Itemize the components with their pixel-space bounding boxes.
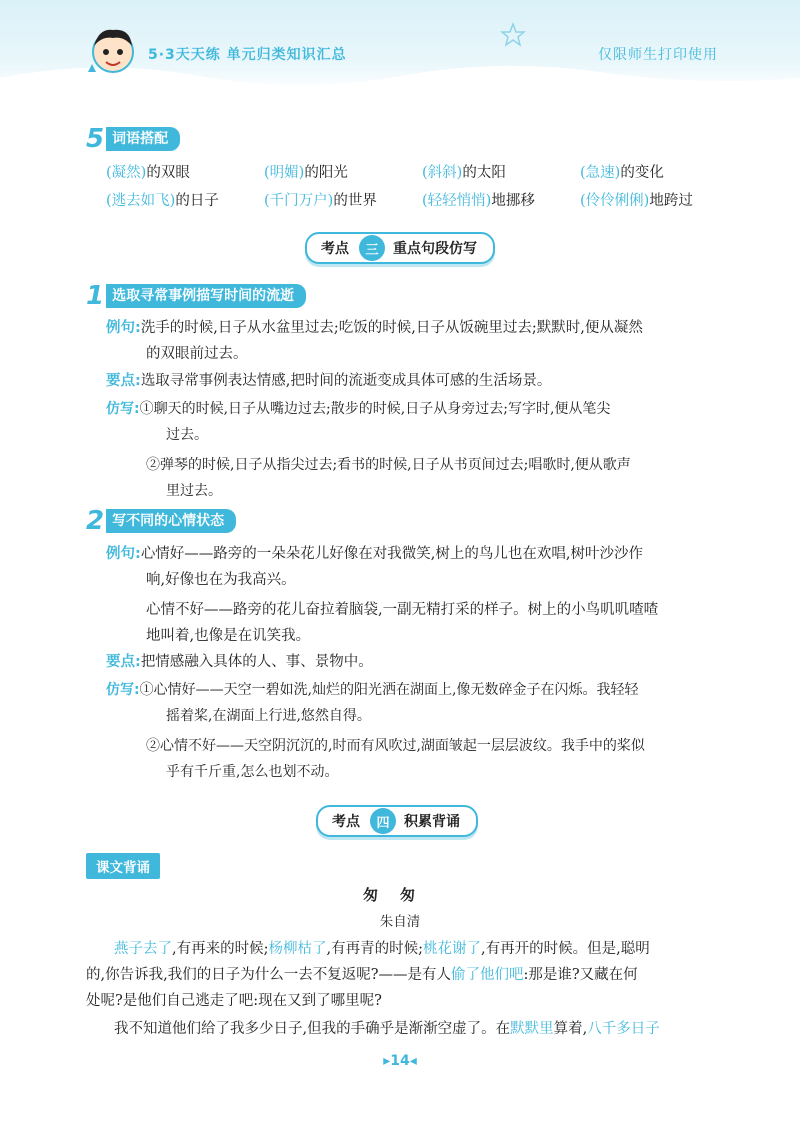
section-label: 写不同的心情状态 (106, 509, 236, 533)
vocab-item: (凝然)的双眼 (106, 165, 190, 181)
kaodian-3-badge (305, 232, 495, 264)
highlight-phrase: 杨柳枯了 (268, 941, 327, 957)
kaodian-label: 考点 (321, 241, 349, 257)
essay-paragraph-2 (86, 1016, 726, 1042)
essay-line (86, 962, 726, 988)
highlight-phrase: 默默里 (510, 1021, 554, 1037)
highlight-phrase: 燕子去了 (114, 941, 172, 957)
text-segment: 处呢?是他们自己逃走了吧:现在又到了哪里呢? (86, 993, 382, 1009)
essay-line (86, 1016, 726, 1042)
section-label: 词语搭配 (106, 127, 180, 151)
s1-example: 例句:洗手的时候,日子从水盆里过去;吃饭的时候,日子从饭碗里过去;默默时,便从凝然 的双眼前过去。 (106, 320, 643, 362)
vocab-item: (逃去如飞)的日子 (106, 193, 219, 209)
s2-imitation: 仿写:①心情好——天空一碧如洗,灿烂的阳光洒在湖面上,像无数碎金子在闪烁。我轻轻 摇着桨,在湖面上行进,悠然自得。 ②心情不好——天空阴沉沉的,时而有风吹过,湖面皱起一层层波纹。我手中的桨似 乎有千斤重,怎么也划不动。 (106, 682, 645, 780)
kaodian-label: 考点 (332, 814, 360, 830)
vocab-row-2 (106, 189, 738, 210)
essay-author: 朱自清 (379, 914, 421, 930)
page-number: ▸14◂ (383, 1053, 417, 1069)
kaodian-title: 重点句段仿写 (393, 241, 477, 257)
vocab-section-heading (86, 126, 180, 152)
mascot-icon (84, 22, 142, 80)
s2-key-point: 要点:把情感融入具体的人、事、景物中。 (106, 654, 373, 670)
vocab-item: (急速)的变化 (580, 165, 664, 181)
text-segment: ,有再开的时候。但是,聪明 (481, 941, 650, 957)
section-number: 2 (86, 506, 105, 536)
s1-key-point: 要点:选取寻常事例表达情感,把时间的流逝变成具体可感的生活场景。 (106, 373, 552, 389)
section-number: 5 (86, 124, 105, 154)
highlight-phrase: 桃花谢了 (423, 941, 481, 957)
vocab-item: (轻轻悄悄)地挪移 (422, 193, 535, 209)
kaodian-title: 积累背诵 (404, 814, 460, 830)
s1-heading (86, 283, 306, 309)
header-usage-note: 仅限师生打印使用 (598, 47, 718, 63)
highlight-phrase: 偷了他们吧 (451, 967, 524, 983)
text-segment: ,有再来的时候; (172, 941, 269, 957)
text-segment: 算着, (553, 1021, 588, 1037)
vocab-row-1 (106, 161, 738, 182)
text-segment: :那是谁?又藏在何 (523, 967, 638, 983)
text-segment: ,有再青的时候; (326, 941, 423, 957)
vocab-item: (斜斜)的太阳 (422, 165, 506, 181)
text-segment: 我不知道他们给了我多少日子,但我的手确乎是渐渐空虚了。在 (114, 1021, 511, 1037)
star-icon (500, 22, 526, 48)
essay-line (86, 936, 726, 962)
recite-tag: 课文背诵 (86, 853, 160, 879)
essay-paragraph-1 (86, 936, 726, 1014)
header-title: 5·3天天练 单元归类知识汇总 (148, 47, 347, 63)
section-number: 1 (86, 281, 105, 311)
kaodian-4-badge (316, 805, 478, 837)
text-segment: 的,你告诉我,我们的日子为什么一去不复返呢?——是有人 (86, 967, 451, 983)
s2-heading (86, 508, 236, 534)
vocab-item: (千门万户)的世界 (264, 193, 377, 209)
kaodian-number: 三 (359, 235, 385, 261)
essay-title: 匆匆 (362, 886, 437, 904)
s2-example: 例句:心情好——路旁的一朵朵花儿好像在对我微笑,树上的鸟儿也在欢唱,树叶沙沙作 响,好像也在为我高兴。 心情不好——路旁的花儿奋拉着脑袋,一副无精打采的样子。树上的小鸟叽叽喳喳 地叫着,也像是在讥笑我。 (106, 546, 659, 644)
section-label: 选取寻常事例描写时间的流逝 (106, 284, 306, 308)
vocab-item: (伶伶俐俐)地跨过 (580, 193, 693, 209)
essay-line (86, 988, 726, 1014)
highlight-phrase: 八千多日子 (587, 1021, 660, 1037)
kaodian-number: 四 (370, 808, 396, 834)
vocab-item: (明媚)的阳光 (264, 165, 348, 181)
s1-imitation: 仿写:①聊天的时候,日子从嘴边过去;散步的时候,日子从身旁过去;写字时,便从笔尖 过去。 ②弹琴的时候,日子从指尖过去;看书的时候,日子从书页间过去;唱歌时,便从歌声 里过去。 (106, 401, 631, 499)
